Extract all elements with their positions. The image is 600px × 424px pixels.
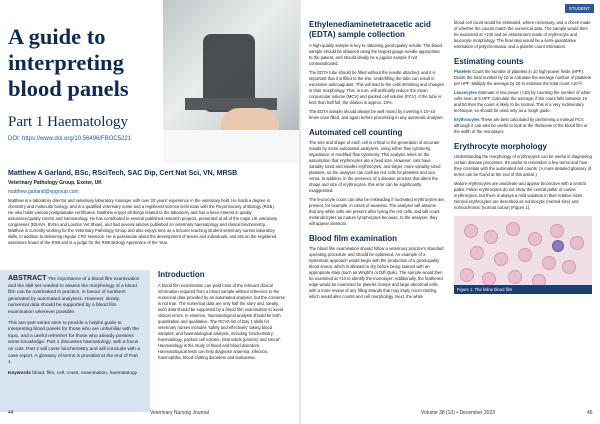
erythrocytes-paragraph xyxy=(454,117,592,135)
erythrocytes-text: These are best calculated by performing a manual PCV, although it can also be useful to look at the thickness of the blood film or the width of the monolayer. xyxy=(454,117,588,134)
edta-paragraph-1: A high-quality sample is key to obtaining good-quality results. The blood sample should be obtained using the largest gauge needle appropriate to the patient, and should ideally be a jugular sample if not contraindicated. xyxy=(309,43,442,66)
keywords xyxy=(8,371,142,378)
platelets-text: Count the number of platelets in 10 high-power fields (HPF). Divide the total number by 10 to calculate the average number of platelets per HPF. Multiply the average by 20 to estimate the total count ×10⁹/l. xyxy=(454,69,591,86)
edta-paragraph-2: The EDTA tube should be filled without the needle attached, and it is important that it is filled to the line. Underfilling the tube can result in excessive anticoagulant. This will lead to the cells shrinking and changes in their morphology. This, in turn, will artificially reduce the mean corpuscular volume (MCV) and packed cell volume (PCV). If the tube is less than half full, the dilution is approx. 10%. xyxy=(309,70,444,105)
introduction-section xyxy=(158,270,288,361)
wbc-cell xyxy=(552,240,564,252)
abstract-box xyxy=(0,270,150,412)
estimating-heading: Estimating counts xyxy=(454,57,524,66)
doi-link[interactable]: DOI: https://www.doi.org/10.56496/FBOC5221 xyxy=(8,136,132,142)
morphology-heading: Erythrocyte morphology xyxy=(454,142,547,151)
rbc-cell xyxy=(484,230,498,244)
erythrocytes-label: Erythrocytes xyxy=(454,117,480,122)
keywords-label: Keywords xyxy=(8,370,31,376)
abstract-paragraph-1: The importance of a blood film examination and the skill set needed to assess the morphology of a blood film can be overlooked in practice, in favour of numbers generated by automated analysers. However, slowly, numerical data should be supported by a blood film examination wherever possible. xyxy=(8,277,140,315)
blood-film-figure xyxy=(454,216,592,294)
author-bio: Matthew is a laboratory director and veterinary laboratory manager with over 20 years' experience in the veterinary field. He holds a degree in chemistry and molecular biology, and is a qualified veterinary nurse and a registered science technician with the Royal Society of Biology (RSB). He also holds various postgraduate certificates. Matthew enjoys all things related to the laboratory and has a keen interest in quality assurance/quality control and haematology. He has contributed to several published research projects, presented at all of the major UK veterinary congresses (BSAVA, BVNA and London Vet Show), and had several articles published on veterinary haematology and clinical biochemistry. Matthew is currently working for the Veterinary Pathology Group and also enjoys time as a lecturer teaching student veterinary nurses laboratory skills, in addition to delivering regular CPD sessions. He is passionate about the development of teams and individuals, and sits on the registered assessors board of the RSB and is a judge for the RSB Biology Apprentice of the Year. xyxy=(8,198,278,245)
right-column-2 xyxy=(454,20,592,294)
leucocytes-paragraph xyxy=(454,90,592,114)
edta-paragraph-3: The EDTA sample should always be well mixed by inverting it 10–15 times once filled, and again before processing in any automatic analyser. xyxy=(309,109,444,120)
right-page xyxy=(301,0,600,424)
automated-paragraph-2: The leucocyte count can also be misleading if nucleated erythrocytes are present, for example, in cases of anaemia. The analyser will assume that any white cells are present after lysing the red cells, and will count metarubricytes as mature lymphocytes because, to the analyser, they will appear identical. xyxy=(309,197,445,226)
page-number-left: 44 xyxy=(8,410,14,416)
rbc-cell xyxy=(506,222,520,236)
author-name: Matthew A Garland, BSc, RSciTech, SAC Dip, Cert Nat Sci, VN, MRSB xyxy=(8,170,238,177)
rbc-cell xyxy=(460,268,474,282)
figure-caption: Figure 1. The feline blood film xyxy=(454,285,592,294)
volume-info: Volume 38 (10) • December 2023 xyxy=(421,410,496,416)
rbc-cell xyxy=(542,256,556,270)
author-email[interactable]: matthew.garland@vpgroup.com xyxy=(8,189,79,195)
leucocytes-label: Leucocytes xyxy=(454,90,478,95)
blood-film-paragraph: The blood film examination should follow a veterinary practice's standard operating procedure and should be optimised. An example of a systematic approach would begin with the production of a good-quality blood smear, which is allowed to dry before being stained with an appropriate stain (such as Wright's or Diff-Quik). The sample would then be examined at ×10 to identify the monolayer. Additionally, the feathered edge would be examined for platelet clumps and large abnormal cells, with a more review of any filling strands that may imply micro-clotting, which would alter counts and cell morphology. Next, the white xyxy=(309,246,444,299)
rbc-cell xyxy=(464,224,478,238)
rbc-cell xyxy=(528,232,542,246)
left-page xyxy=(0,0,299,424)
rbc-cell xyxy=(550,224,564,238)
lab-coat-shape xyxy=(163,130,299,163)
page-number-right: 45 xyxy=(587,410,593,416)
platelets-paragraph xyxy=(454,69,592,87)
article-part: Part 1 Haematology xyxy=(8,114,128,130)
edta-heading: Ethylenediaminetetraacetic acid (EDTA) sample collection xyxy=(309,20,431,39)
blood-film-heading: Blood film examination xyxy=(309,234,398,243)
introduction-text: A blood film examination can yield most of the relevant clinical information required from a blood sample without reference to the numerical data provided by an automated analyser, but the converse is not true. The numerical data are only half the story and, ideally, such data should be supported by a blood film examination to avoid clinical errors. In essence, haematological analysis should be both quantitative and qualitative. The RCVS list of Day 1 skills for veterinary nurses includes 'safely and effectively' taking blood samples, and haematological analysis, including 'biochemistry, haematology, packed cell volume, total solids (protein) and smear'. Haematology is the study of blood and blood disorders. Haematological tests can help diagnose anaemia, infection, haemophilia, blood-clotting disorders and leukaemia. xyxy=(158,283,286,360)
col2-paragraph-1: blood cell count would be estimated, where necessary, and a check made of whether the counts match the numerical data. The sample would then be examined at ×100 and an assessment made of erythrocyte and leucocyte morphology. The final step would be a semi-quantitative estimation of polychromasia, and a platelet count estimation. xyxy=(454,20,591,49)
rbc-cell xyxy=(518,248,532,262)
automated-paragraph-1: The size and shape of each cell is critical to the generation of accurate results by some automated analysers, using either flow cytometry, impedance or modified flow cytometry. This analysis relies on the assumption that erythrocytes are a fixed size. However, cats have variably sized and smaller erythrocytes, and larger, more variably sized platelets, so the analyser can confuse red cells for platelets and vice versa. In addition, in the presence of a disease process that alters the shape and size of erythrocytes, this error can be significantly exaggerated. xyxy=(309,140,441,193)
rbc-cell xyxy=(494,252,508,266)
morphology-paragraph-2: Mature erythrocytes are anucleate and appear biconcave with a central pallor. Feline erythrocytes do not show the central pallor of canine erythrocytes, but there is always a mild variation in their relative sizes. Normal erythrocytes are described as normocytic (normal size) and normochromic (normal colour) (Figure 1). xyxy=(454,181,586,210)
student-badge: STUDENT xyxy=(565,4,594,13)
leucocytes-text: Estimate in low power (×10) by counting the number of white cells seen at 5 HPF. Calculate the average; if the count falls between 10 and 50 then the count is likely to be normal. This is a very rudimentary technique, so should be used only as a rough guide. xyxy=(454,90,591,113)
rbc-cell xyxy=(508,270,522,284)
right-column-1 xyxy=(309,20,444,300)
platelets-label: Platelets xyxy=(454,69,472,74)
abstract-paragraph-2: This two-part series aims to provide a helpful guide to interpreting blood panels for those who are unfamiliar with the topic, and a useful refresher for those who already possess some knowledge. Part 1 discusses haematology, with a focus on cats. Part 2 will cover biochemistry and will conclude with a case report. A glossary of terms is provided at the end of Part 1. xyxy=(8,320,140,366)
author-affiliation: Veterinary Pathology Group, Exeter, UK xyxy=(8,180,102,186)
keywords-text: blood, film, cell, count, examination, haematology xyxy=(32,370,138,376)
rbc-cell xyxy=(562,260,576,274)
rbc-cell xyxy=(470,246,484,260)
rbc-cell xyxy=(482,272,496,286)
journal-name: Veterinary Nursing Journal xyxy=(150,410,209,416)
article-title: A guide to interpreting blood panels xyxy=(8,24,129,101)
automated-heading: Automated cell counting xyxy=(309,128,403,137)
abstract-heading: ABSTRACT xyxy=(8,275,47,282)
morphology-paragraph-1: Understanding the morphology of erythrocytes can be useful in diagnosing certain disease processes. It's useful to remember a few terms and how they correlate with the automated cell counts. (A more detailed glossary of terms can be found at the end of this article.) xyxy=(454,154,592,177)
rbc-cell xyxy=(570,236,584,250)
introduction-heading: Introduction xyxy=(158,270,205,279)
microscope-photo xyxy=(163,0,299,163)
